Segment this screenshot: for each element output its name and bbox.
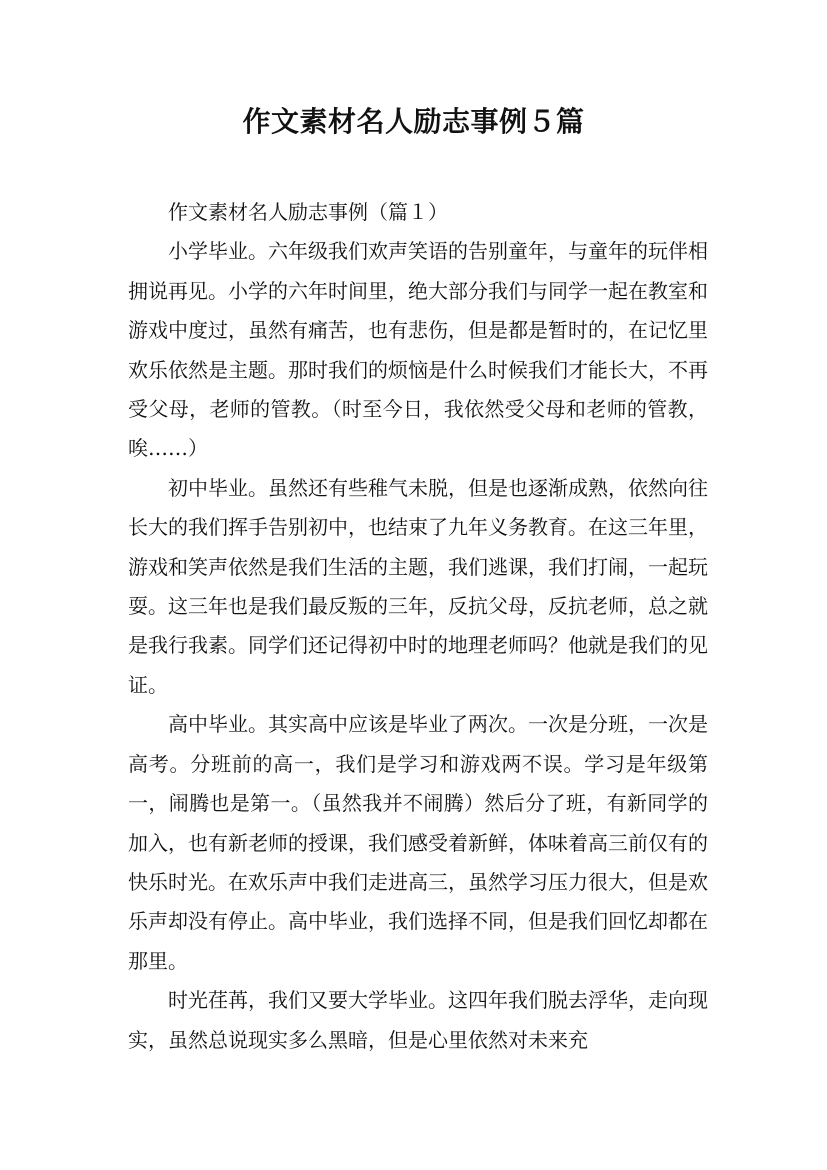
paragraph-primary-school: 小学毕业。六年级我们欢声笑语的告别童年，与童年的玩伴相拥说再见。小学的六年时间里，绝大部分我们与同学一起在教室和游戏中度过，虽然有痛苦，也有悲伤，但是都是暂时的，在记忆里欢乐依然是主题。那时我们的烦恼是什么时候我们才能长大，不再受父母，老师的管教。（时至今日，我依然受父母和老师的管教，唉……） [128, 239, 708, 461]
paragraph-middle-school: 初中毕业。虽然还有些稚气未脱，但是也逐渐成熟，依然向往长大的我们挥手告别初中，也结束了九年义务教育。在这三年里，游戏和笑声依然是我们生活的主题，我们逃课，我们打闹，一起玩耍。这三年也是我们最反叛的三年，反抗父母，反抗老师，总之就是我行我素。同学们还记得初中时的地理老师吗？他就是我们的见证。 [128, 475, 708, 697]
paragraph-university: 时光荏苒，我们又要大学毕业。这四年我们脱去浮华，走向现实，虽然总说现实多么黑暗，但是心里依然对未来充 [128, 988, 708, 1052]
section-heading: 作文素材名人励志事例（篇１） [168, 200, 448, 224]
document-body [128, 193, 708, 1060]
paragraph-high-school: 高中毕业。其实高中应该是毕业了两次。一次是分班，一次是高考。分班前的高一，我们是学习和游戏两不误。学习是年级第一，闹腾也是第一。（虽然我并不闹腾）然后分了班，有新同学的加入，也有新老师的授课，我们感受着新鲜，体味着高三前仅有的快乐时光。在欢乐声中我们走进高三，虽然学习压力很大，但是欢乐声却没有停止。高中毕业，我们选择不同，但是我们回忆却都在那里。 [128, 712, 708, 973]
document-title: 作文素材名人励志事例５篇 [242, 105, 585, 138]
